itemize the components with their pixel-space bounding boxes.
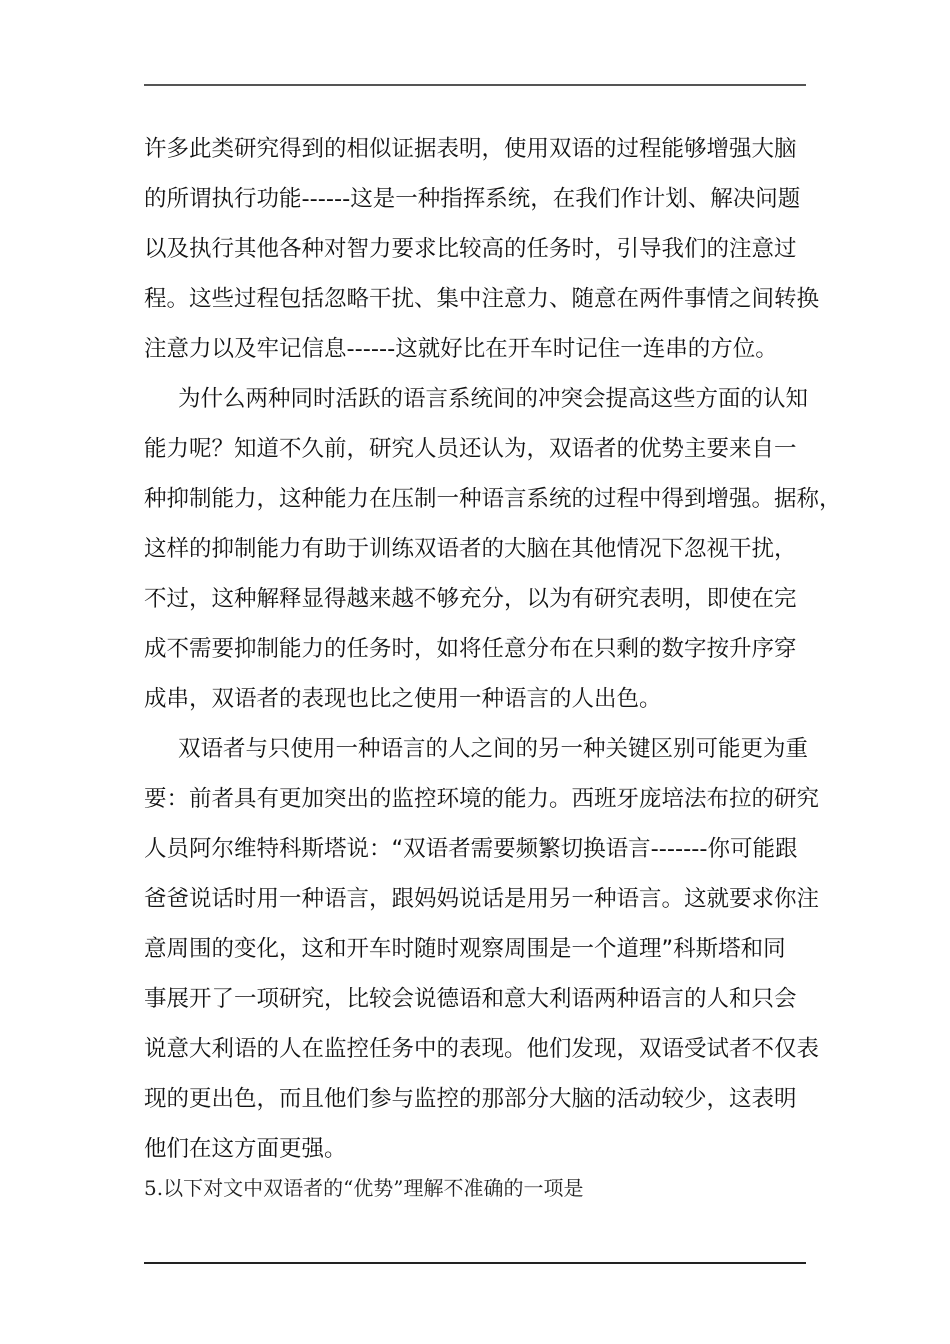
text-line: 人员阿尔维特科斯塔说：“双语者需要频繁切换语言-------你可能跟 [144, 836, 798, 862]
text-line: 的所谓执行功能------这是一种指挥系统，在我们作计划、解决问题 [144, 186, 801, 212]
text-line: 成串，双语者的表现也比之使用一种语言的人出色。 [144, 686, 662, 712]
text-line: 现的更出色，而且他们参与监控的那部分大脑的活动较少，这表明 [144, 1086, 797, 1112]
text-line: 为什么两种同时活跃的语言系统间的冲突会提高这些方面的认知 [178, 386, 809, 412]
document-body [144, 124, 842, 1174]
text-line: 爸爸说话时用一种语言，跟妈妈说话是用另一种语言。这就要求你注 [144, 886, 820, 912]
text-line: 不过，这种解释显得越来越不够充分，以为有研究表明，即使在完 [144, 586, 797, 612]
text-line: 意周围的变化，这和开车时随时观察周围是一个道理”科斯塔和同 [144, 936, 786, 962]
text-line: 许多此类研究得到的相似证据表明，使用双语的过程能够增强大脑 [144, 136, 797, 162]
text-line: 这样的抑制能力有助于训练双语者的大脑在其他情况下忽视干扰， [144, 536, 797, 562]
paragraph-2 [144, 374, 842, 724]
text-line: 他们在这方面更强。 [144, 1136, 347, 1162]
text-line: 双语者与只使用一种语言的人之间的另一种关键区别可能更为重 [178, 736, 809, 762]
text-line: 种抑制能力，这种能力在压制一种语言系统的过程中得到增强。据称， [144, 486, 842, 512]
paragraph-3 [144, 724, 824, 1174]
text-line: 要：前者具有更加突出的监控环境的能力。西班牙庞培法布拉的研究 [144, 786, 820, 812]
footer-rule [144, 1262, 806, 1264]
text-line: 注意力以及牢记信息------这就好比在开车时记住一连串的方位。 [144, 336, 778, 362]
text-line: 说意大利语的人在监控任务中的表现。他们发现，双语受试者不仅表 [144, 1036, 820, 1062]
paragraph-1 [144, 124, 824, 374]
text-line: 事展开了一项研究，比较会说德语和意大利语两种语言的人和只会 [144, 986, 797, 1012]
question-5: 5.以下对文中双语者的“优势”理解不准确的一项是 [144, 1176, 584, 1200]
header-rule [144, 84, 806, 86]
text-line: 能力呢？知道不久前，研究人员还认为，双语者的优势主要来自一 [144, 436, 797, 462]
text-line: 成不需要抑制能力的任务时，如将任意分布在只剩的数字按升序穿 [144, 636, 797, 662]
text-line: 程。这些过程包括忽略干扰、集中注意力、随意在两件事情之间转换 [144, 286, 820, 312]
text-line: 以及执行其他各种对智力要求比较高的任务时，引导我们的注意过 [144, 236, 797, 262]
